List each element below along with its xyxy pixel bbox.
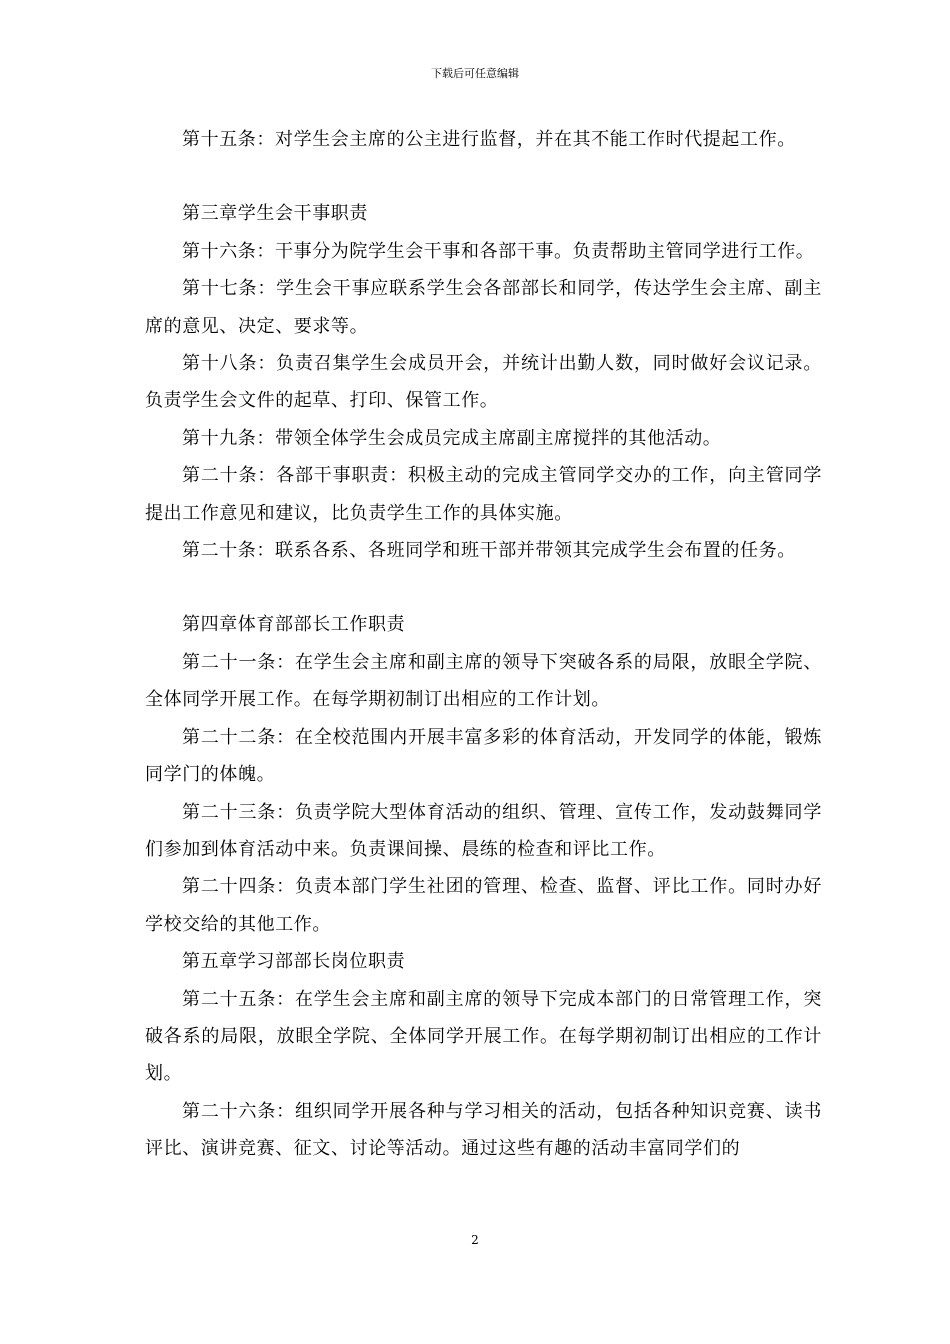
- article-19: 第十九条：带领全体学生会成员完成主席副主席搅拌的其他活动。: [182, 427, 722, 449]
- chapter-4-heading: 第四章体育部部长工作职责: [182, 614, 406, 636]
- article-15: 第十五条：对学生会主席的公主进行监督，并在其不能工作时代提起工作。: [182, 129, 796, 150]
- article-20-duties: 第二十条：各部干事职责：积极主动的完成主管同学交办的工作，向主管同学提出工作意见和建议，比负责学生工作的具体实施。: [145, 465, 822, 524]
- article-21: 第二十一条：在学生会主席和副主席的领导下突破各系的局限，放眼全学院、全体同学开展工作。在每学期初制订出相应的工作计划。: [145, 651, 822, 711]
- page-header: 下载后可任意编辑: [431, 67, 519, 80]
- article-22: 第二十二条：在全校范围内开展丰富多彩的体育活动，开发同学的体能，锻炼同学门的体魄。: [145, 726, 822, 786]
- page-number: 2: [471, 1233, 479, 1247]
- document-body: [145, 121, 822, 1168]
- article-20-liaison: 第二十条：联系各系、各班同学和班干部并带领其完成学生会布置的任务。: [182, 540, 796, 562]
- article-26: 第二十六条：组织同学开展各种与学习相关的活动，包括各种知识竞赛、读书评比、演讲竞赛、征文、讨论等活动。通过这些有趣的活动丰富同学们的: [145, 1100, 822, 1160]
- chapter-3-heading: 第三章学生会干事职责: [182, 203, 368, 225]
- article-16: 第十六条：干事分为院学生会干事和各部干事。负责帮助主管同学进行工作。: [182, 240, 815, 262]
- article-18: 第十八条：负责召集学生会成员开会，并统计出勤人数，同时做好会议记录。负责学生会文件的起草、打印、保管工作。: [145, 353, 822, 412]
- article-17: 第十七条：学生会干事应联系学生会各部部长和同学，传达学生会主席、副主席的意见、决定、要求等。: [145, 278, 822, 337]
- article-25: 第二十五条：在学生会主席和副主席的领导下完成本部门的日常管理工作，突破各系的局限，放眼全学院、全体同学开展工作。在每学期初制订出相应的工作计划。: [145, 988, 822, 1085]
- chapter-5-heading: 第五章学习部部长岗位职责: [182, 951, 406, 973]
- article-24: 第二十四条：负责本部门学生社团的管理、检查、监督、评比工作。同时办好学校交给的其他工作。: [145, 876, 822, 935]
- article-23: 第二十三条：负责学院大型体育活动的组织、管理、宣传工作，发动鼓舞同学们参加到体育活动中来。负责课间操、晨练的检查和评比工作。: [145, 801, 822, 860]
